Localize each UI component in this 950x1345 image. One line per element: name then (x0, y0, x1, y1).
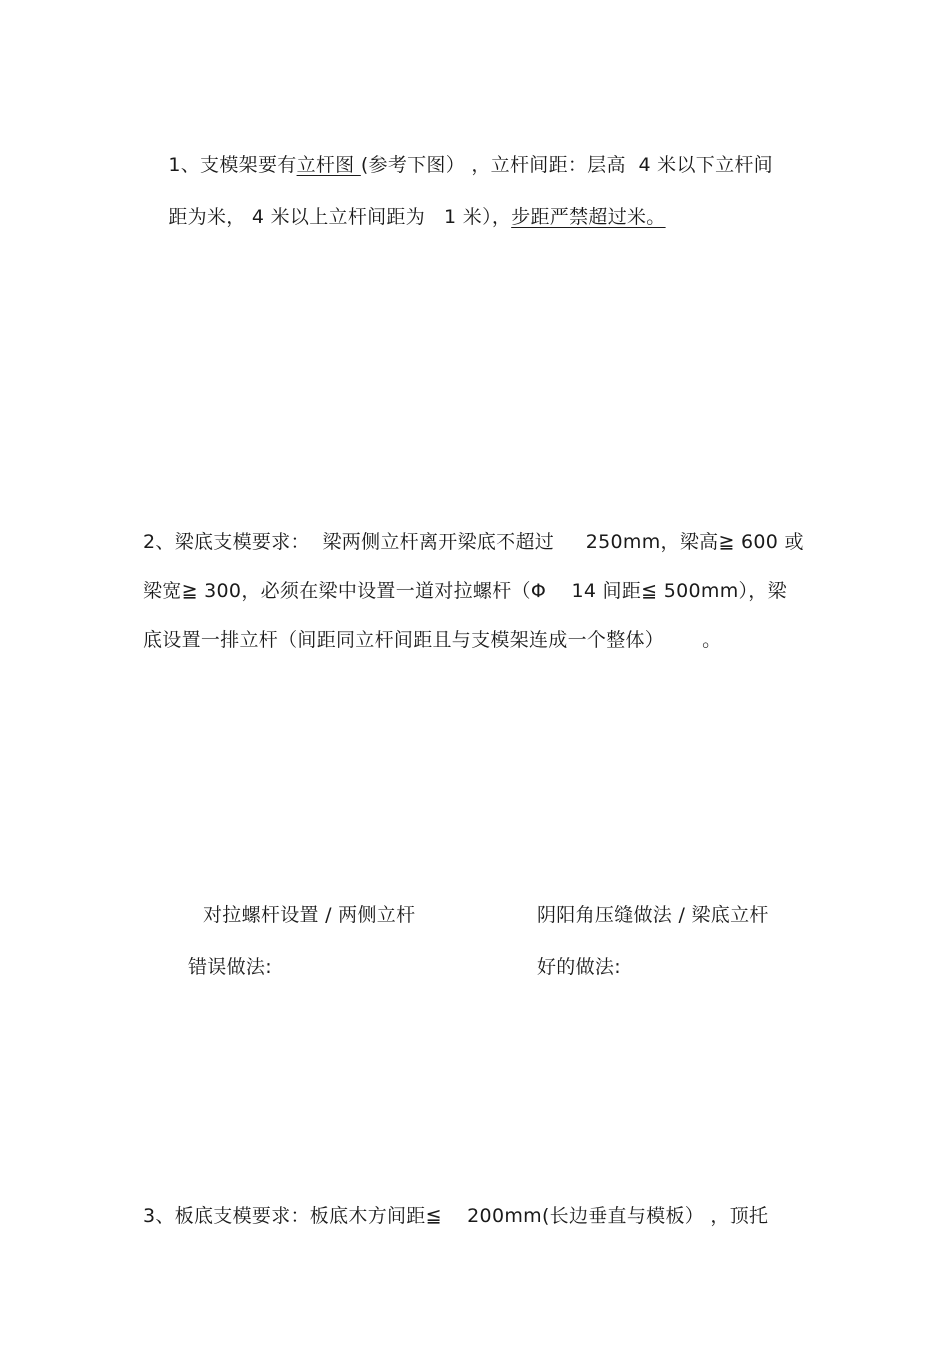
caption-left-line-1: 对拉螺杆设置 / 两侧立杆 (203, 904, 416, 926)
section-1-underlined-term: 立杆图 (296, 154, 361, 176)
section-1-text-start: 1、支模架要有 (168, 154, 297, 176)
section-2-line-1: 2、梁底支模要求： 梁两侧立杆离开梁底不超过 250mm，梁高≧ 600 或 (143, 531, 804, 553)
section-2-line-3: 底设置一排立杆（间距同立杆间距且与支模架连成一个整体） 。 (143, 629, 722, 651)
section-1-underlined-warning: 步距严禁超过米。 (511, 206, 666, 228)
section-1-line-2 (143, 181, 666, 253)
section-1-text-rest: (参考下图） ，立杆间距：层高 4 米以下立杆间 (360, 154, 773, 176)
section-1-line-2-text: 距为米， 4 米以上立杆间距为 1 米）， (168, 206, 512, 228)
caption-right-line-1: 阴阳角压缝做法 / 梁底立杆 (537, 904, 769, 926)
section-2-line-2: 梁宽≧ 300，必须在梁中设置一道对拉螺杆（Φ 14 间距≦ 500mm），梁 (143, 580, 787, 602)
caption-left-line-2: 错误做法: (188, 956, 272, 978)
section-3-line-1: 3、板底支模要求：板底木方间距≦ 200mm(长边垂直与模板） ，顶托 (143, 1205, 769, 1227)
caption-right-line-2: 好的做法: (537, 956, 621, 978)
